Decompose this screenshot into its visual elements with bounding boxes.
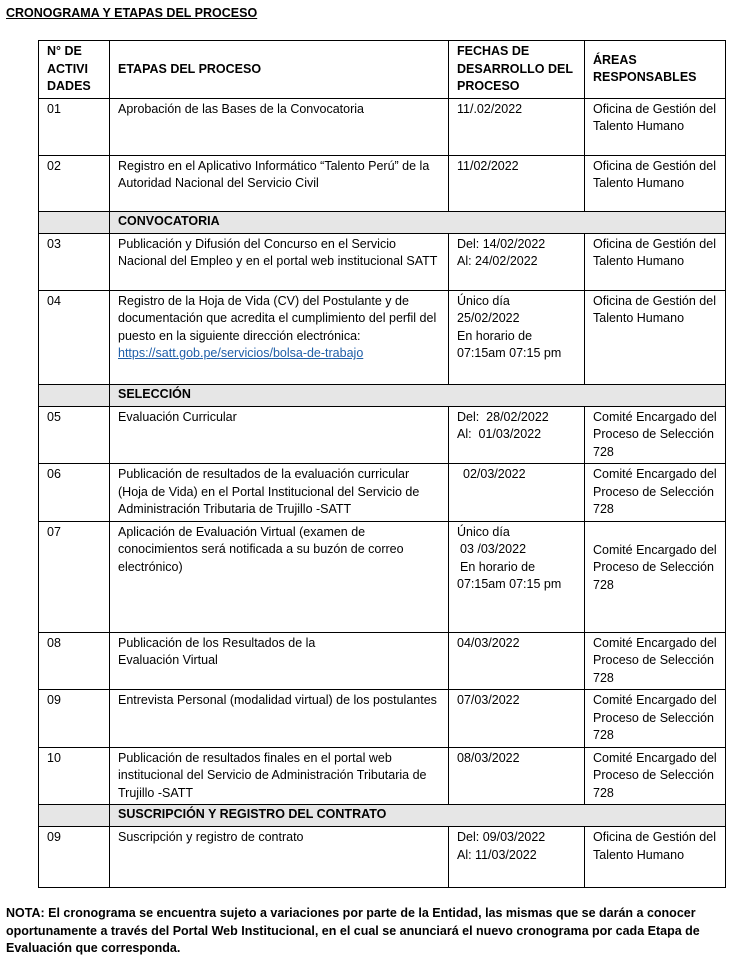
table-row xyxy=(39,827,726,888)
date-line: En horario de xyxy=(460,559,536,574)
date-line: 04/03/2022 xyxy=(457,635,520,650)
row-area: Comité Encargado del Proceso de Selección 728 xyxy=(585,464,726,522)
date-line: Único día xyxy=(457,524,510,539)
row-stage: Aplicación de Evaluación Virtual (examen de conocimientos será notificada a su buzón de correo electrónico) xyxy=(110,521,449,632)
row-area: Comité Encargado del Proceso de Selección 728 xyxy=(585,747,726,805)
row-dates xyxy=(449,464,585,522)
header-stage: ETAPAS DEL PROCESO xyxy=(110,41,449,99)
row-area: Oficina de Gestión del Talento Humano xyxy=(585,290,726,384)
row-area: Oficina de Gestión del Talento Humano xyxy=(585,98,726,155)
row-stage-line: Publicación de los Resultados de la xyxy=(118,635,316,650)
row-area: Oficina de Gestión del Talento Humano xyxy=(585,827,726,888)
row-stage xyxy=(110,290,449,384)
section-spacer xyxy=(39,805,110,827)
bolsa-de-trabajo-link[interactable]: https://satt.gob.pe/servicios/bolsa-de-trabajo xyxy=(118,346,364,360)
date-line: Del: 14/02/2022 xyxy=(457,236,546,251)
date-line: Del: 09/03/2022 xyxy=(457,830,546,844)
row-dates xyxy=(449,632,585,690)
date-line: Del: 28/02/2022 xyxy=(457,409,549,424)
date-line: 03 /03/2022 xyxy=(460,542,527,556)
row-dates xyxy=(449,827,585,888)
table-row xyxy=(39,632,726,690)
section-row-suscripcion xyxy=(39,805,726,827)
row-dates xyxy=(449,290,585,384)
row-area: Comité Encargado del Proceso de Selección 728 xyxy=(585,406,726,464)
row-dates xyxy=(449,155,585,211)
row-stage: Publicación de resultados de la evaluación curricular (Hoja de Vida) en el Portal Institucional del Servicio de Administración Tributaria de Trujillo -SATT xyxy=(110,464,449,522)
row-num: 03 xyxy=(39,233,110,290)
row-dates xyxy=(449,233,585,290)
row-stage: Registro en el Aplicativo Informático “Talento Perú” de la Autoridad Nacional del Servicio Civil xyxy=(110,155,449,211)
table-row xyxy=(39,406,726,464)
row-num: 08 xyxy=(39,632,110,690)
row-stage: Entrevista Personal (modalidad virtual) de los postulantes xyxy=(110,690,449,748)
footnote: NOTA: El cronograma se encuentra sujeto a variaciones por parte de la Entidad, las mismas que se darán a conocer oportunamente a través del Portal Web Institucional, en el cual se anunciará el nuevo cronograma por cada Etapa de Evaluación que corresponda. xyxy=(6,906,700,955)
row-num: 01 xyxy=(39,98,110,155)
row-dates xyxy=(449,521,585,632)
date-line: Al: 24/02/2022 xyxy=(457,254,538,268)
row-num: 02 xyxy=(39,155,110,211)
date-line: 02/03/2022 xyxy=(463,467,526,481)
date-line: 25/02/2022 xyxy=(457,311,520,325)
header-areas: ÁREAS RESPONSABLES xyxy=(585,41,726,99)
schedule-table xyxy=(38,40,726,888)
header-num: N° DE ACTIVI DADES xyxy=(39,41,110,99)
page-title: CRONOGRAMA Y ETAPAS DEL PROCESO xyxy=(6,6,258,20)
date-line: 07:15am 07:15 pm xyxy=(457,346,562,360)
row-stage: Publicación de resultados finales en el portal web institucional del Servicio de Administración Tributaria de Trujillo -SATT xyxy=(110,747,449,805)
row-area: Comité Encargado del Proceso de Selección 728 xyxy=(585,690,726,748)
row-area: Oficina de Gestión del Talento Humano xyxy=(585,155,726,211)
row-stage: Publicación y Difusión del Concurso en el Servicio Nacional del Empleo y en el portal web institucional SATT xyxy=(110,233,449,290)
table-row xyxy=(39,98,726,155)
section-label: SUSCRIPCIÓN Y REGISTRO DEL CONTRATO xyxy=(110,805,726,827)
table-row xyxy=(39,233,726,290)
date-line: Único día xyxy=(457,293,510,308)
date-line: 11/.02/2022 xyxy=(457,101,523,116)
table-row xyxy=(39,521,726,632)
table-row xyxy=(39,464,726,522)
date-line: 07:15am 07:15 pm xyxy=(457,577,562,591)
row-dates xyxy=(449,406,585,464)
row-stage-line: Evaluación Virtual xyxy=(118,653,218,667)
row-num: 07 xyxy=(39,521,110,632)
section-row-convocatoria xyxy=(39,211,726,233)
table-row xyxy=(39,290,726,384)
table-row xyxy=(39,690,726,748)
row-num: 06 xyxy=(39,464,110,522)
row-area: Oficina de Gestión del Talento Humano xyxy=(585,233,726,290)
table-row xyxy=(39,155,726,211)
row-stage xyxy=(110,632,449,690)
date-line: En horario de xyxy=(457,328,533,343)
date-line: 07/03/2022 xyxy=(457,693,520,707)
row-stage: Aprobación de las Bases de la Convocatoria xyxy=(110,98,449,155)
section-spacer xyxy=(39,384,110,406)
row-dates xyxy=(449,690,585,748)
row-stage: Suscripción y registro de contrato xyxy=(110,827,449,888)
row-num: 10 xyxy=(39,747,110,805)
row-num: 09 xyxy=(39,827,110,888)
row-dates xyxy=(449,98,585,155)
section-label: CONVOCATORIA xyxy=(110,211,726,233)
date-line: Al: 01/03/2022 xyxy=(457,427,542,441)
row-area: Comité Encargado del Proceso de Selección 728 xyxy=(585,521,726,632)
date-line: 08/03/2022 xyxy=(457,750,520,765)
section-label: SELECCIÓN xyxy=(110,384,726,406)
row-stage: Evaluación Curricular xyxy=(110,406,449,464)
row-num: 09 xyxy=(39,690,110,748)
table-row xyxy=(39,747,726,805)
row-num: 04 xyxy=(39,290,110,384)
section-spacer xyxy=(39,211,110,233)
row-area: Comité Encargado del Proceso de Selección 728 xyxy=(585,632,726,690)
section-row-seleccion xyxy=(39,384,726,406)
date-line: Al: 11/03/2022 xyxy=(457,847,537,862)
row-num: 05 xyxy=(39,406,110,464)
table-header-row xyxy=(39,41,726,99)
date-line: 11/02/2022 xyxy=(457,158,519,173)
row-dates xyxy=(449,747,585,805)
row-stage-text: Registro de la Hoja de Vida (CV) del Postulante y de documentación que acredita el cumplimiento del perfil del puesto en la siguiente dirección electrónica: xyxy=(118,293,437,343)
header-dates: FECHAS DE DESARROLLO DEL PROCESO xyxy=(449,41,585,99)
